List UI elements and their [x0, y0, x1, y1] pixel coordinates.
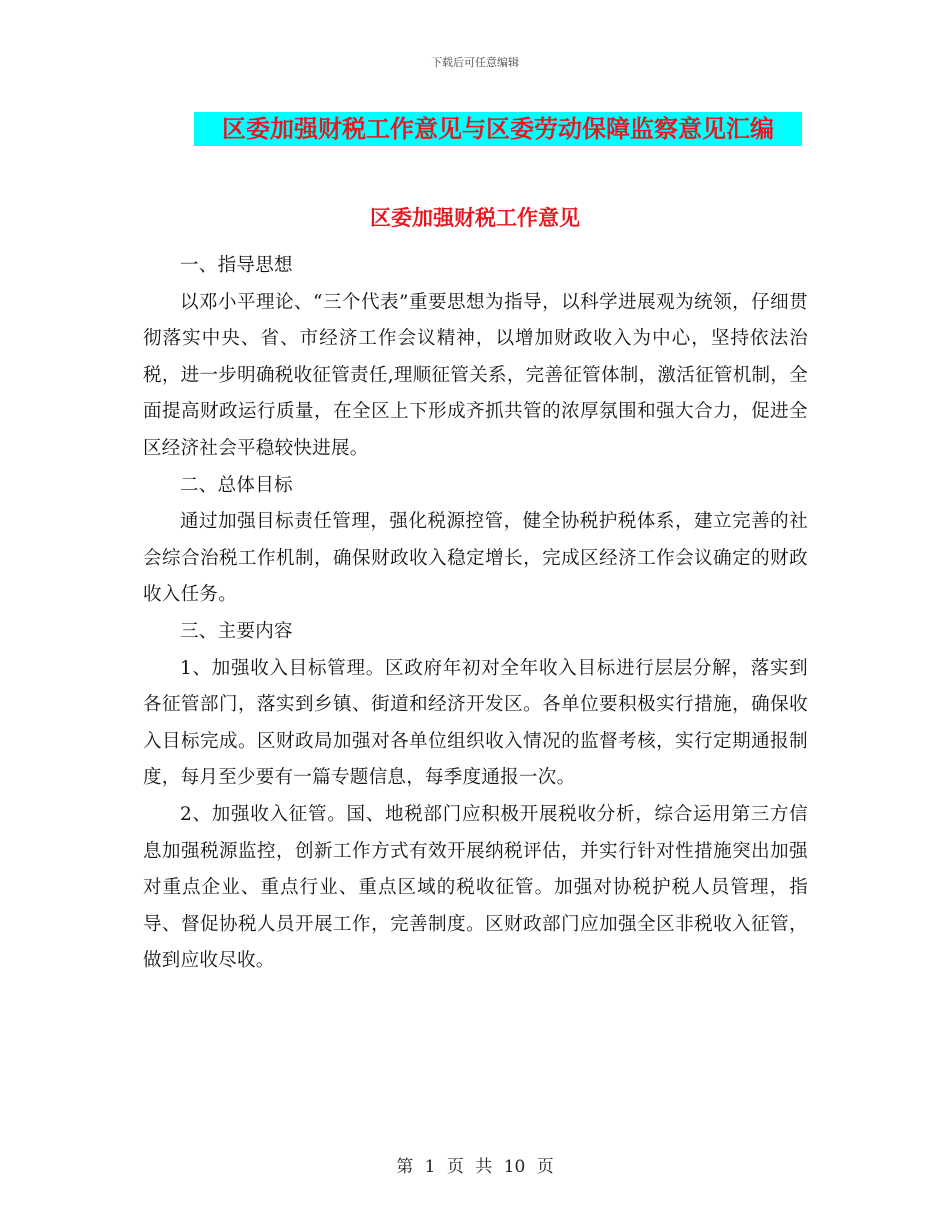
heading-overall-goal: 二、总体目标: [180, 474, 293, 496]
header-note: 下载后可任意编辑: [431, 56, 519, 69]
page-number-footer: 第 1 页 共 10 页: [396, 1157, 554, 1177]
paragraph-income-collection: 2、加强收入征管。国、地税部门应积极开展税收分析，综合运用第三方信息加强税源监控，创新工作方式有效开展纳税评估，并实行针对性措施突出加强对重点企业、重点行业、重点区域的税收征管。加强对协税护税人员管理，指导、督促协税人员开展工作，完善制度。区财政部门应加强全区非税收入征管，做到应收尽收。: [143, 803, 808, 972]
section-title: 区委加强财税工作意见: [370, 205, 580, 230]
document-body: [143, 248, 808, 980]
paragraph-overall-goal: 通过加强目标责任管理，强化税源控管，健全协税护税体系，建立完善的社会综合治税工作机制，确保财政收入稳定增长，完成区经济工作会议确定的财政收入任务。: [143, 511, 808, 606]
heading-main-content: 三、主要内容: [180, 620, 293, 642]
paragraph-income-target: 1、加强收入目标管理。区政府年初对全年收入目标进行层层分解，落实到各征管部门，落实到乡镇、街道和经济开发区。各单位要积极实行措施，确保收入目标完成。区财政局加强对各单位组织收入情况的监督考核，实行定期通报制度，每月至少要有一篇专题信息，每季度通报一次。: [143, 657, 808, 789]
document-main-title: 区委加强财税工作意见与区委劳动保障监察意见汇编: [194, 112, 802, 146]
paragraph-guiding-ideology: 以邓小平理论、“三个代表”重要思想为指导，以科学进展观为统领，仔细贯彻落实中央、省、市经济工作会议精神，以增加财政收入为中心，坚持依法治税，进一步明确税收征管责任,理顺征管关系，完善征管体制，激活征管机制，全面提高财政运行质量，在全区上下形成齐抓共管的浓厚氛围和强大合力，促进全区经济社会平稳较快进展。: [143, 291, 808, 459]
heading-guiding-ideology: 一、指导思想: [180, 255, 293, 276]
